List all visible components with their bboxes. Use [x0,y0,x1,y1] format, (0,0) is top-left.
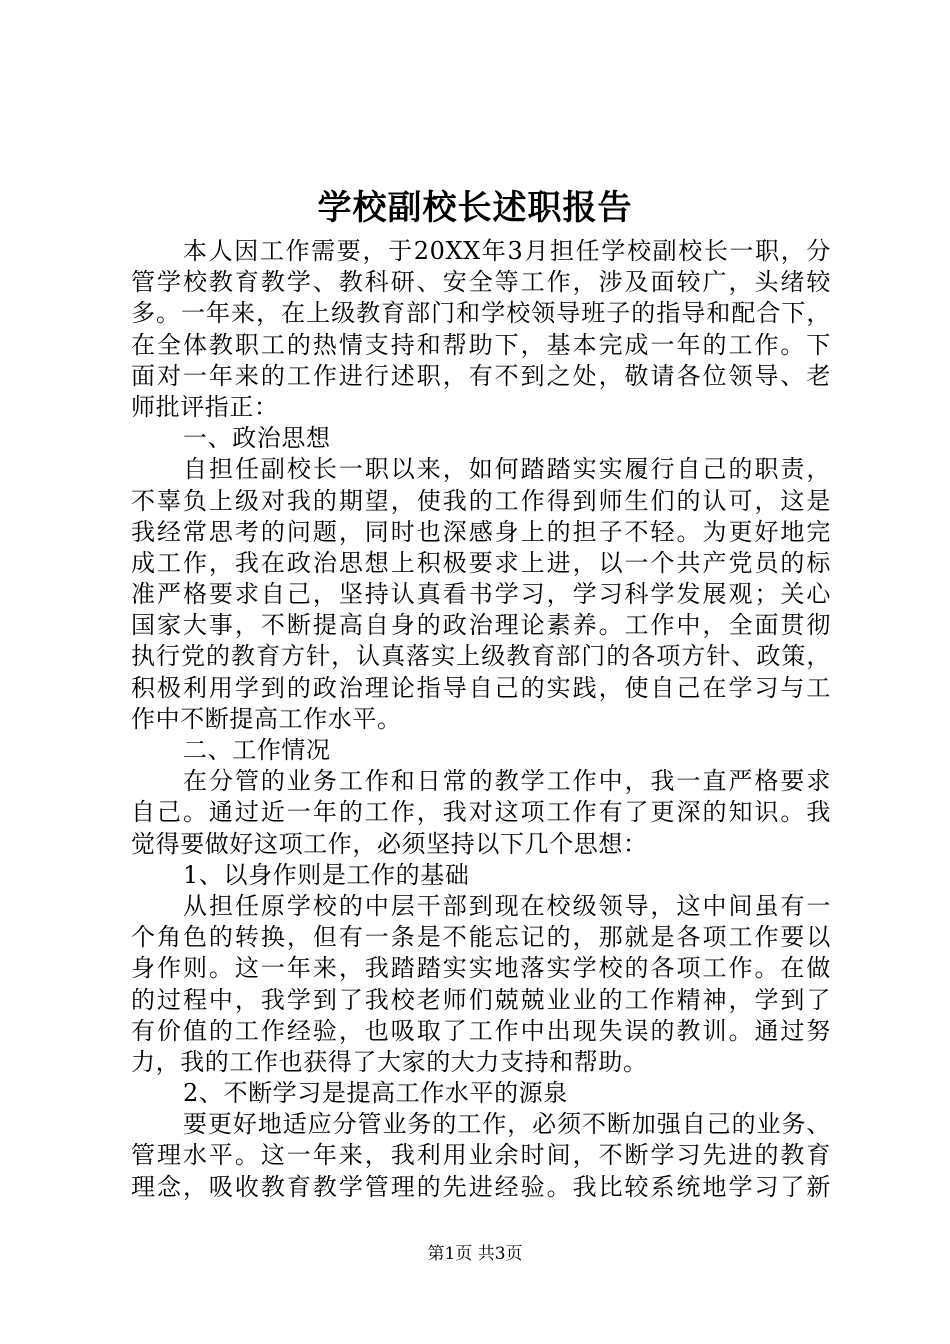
section-heading: 一、政治思想 [183,424,331,453]
text-line: 国家大事，不断提高自身的政治理论素养。工作中，全面贯彻 [131,611,831,640]
text-line: 不辜负上级对我的期望，使我的工作得到师生们的认可，这是 [131,486,831,515]
text-line: 的过程中，我学到了我校老师们兢兢业业的工作精神，学到了 [131,985,831,1014]
text-line: 成工作，我在政治思想上积极要求上进，以一个共产党员的标 [131,548,831,577]
text-line: 作中不断提高工作水平。 [131,704,402,733]
text-line: 师批评指正： [131,392,279,421]
text-line: 力，我的工作也获得了大家的大力支持和帮助。 [131,1047,648,1076]
text-line: 个角色的转换，但有一条是不能忘记的，那就是各项工作要以 [131,923,831,952]
text-line: 觉得要做好这项工作，必须坚持以下几个思想： [131,829,648,858]
document-body [131,236,831,1203]
text-line: 从担任原学校的中层干部到现在校级领导，这中间虽有一 [183,891,831,920]
text-line: 要更好地适应分管业务的工作，必须不断加强自己的业务、 [183,1110,831,1139]
text-line: 准严格要求自己，坚持认真看书学习，学习科学发展观；关心 [131,580,831,609]
subsection-heading: 2、不断学习是提高工作水平的源泉 [183,1079,568,1108]
text-line: 多。一年来，在上级教育部门和学校领导班子的指导和配合下， [131,299,831,328]
text-line: 自担任副校长一职以来，如何踏踏实实履行自己的职责， [183,455,831,484]
text-line: 身作则。这一年来，我踏踏实实地落实学校的各项工作。在做 [131,954,831,983]
page-footer: 第1页 共3页 [427,1244,523,1264]
text-line: 自己。通过近一年的工作，我对这项工作有了更深的知识。我 [131,798,831,827]
subsection-heading: 1、以身作则是工作的基础 [183,860,470,889]
text-line: 有价值的工作经验，也吸取了工作中出现失误的教训。通过努 [131,1016,831,1045]
text-line: 我经常思考的问题，同时也深感身上的担子不轻。为更好地完 [131,517,831,546]
text-line: 积极利用学到的政治理论指导自己的实践，使自己在学习与工 [131,673,831,702]
text-line: 在分管的业务工作和日常的教学工作中，我一直严格要求 [183,767,831,796]
document-title: 学校副校长述职报告 [317,188,633,228]
text-line: 本人因工作需要，于20XX年3月担任学校副校长一职，分 [183,237,831,265]
text-line: 理念，吸收教育教学管理的先进经验。我比较系统地学习了新 [131,1172,831,1201]
text-line: 面对一年来的工作进行述职，有不到之处，敬请各位领导、老 [131,361,831,390]
text-line: 在全体教职工的热情支持和帮助下，基本完成一年的工作。下 [131,330,831,359]
section-heading: 二、工作情况 [183,736,331,764]
text-line: 管理水平。这一年来，我利用业余时间，不断学习先进的教育 [131,1141,831,1170]
text-line: 管学校教育教学、教科研、安全等工作，涉及面较广，头绪较 [131,268,831,297]
text-line: 执行党的教育方针，认真落实上级教育部门的各项方针、政策， [131,642,831,671]
